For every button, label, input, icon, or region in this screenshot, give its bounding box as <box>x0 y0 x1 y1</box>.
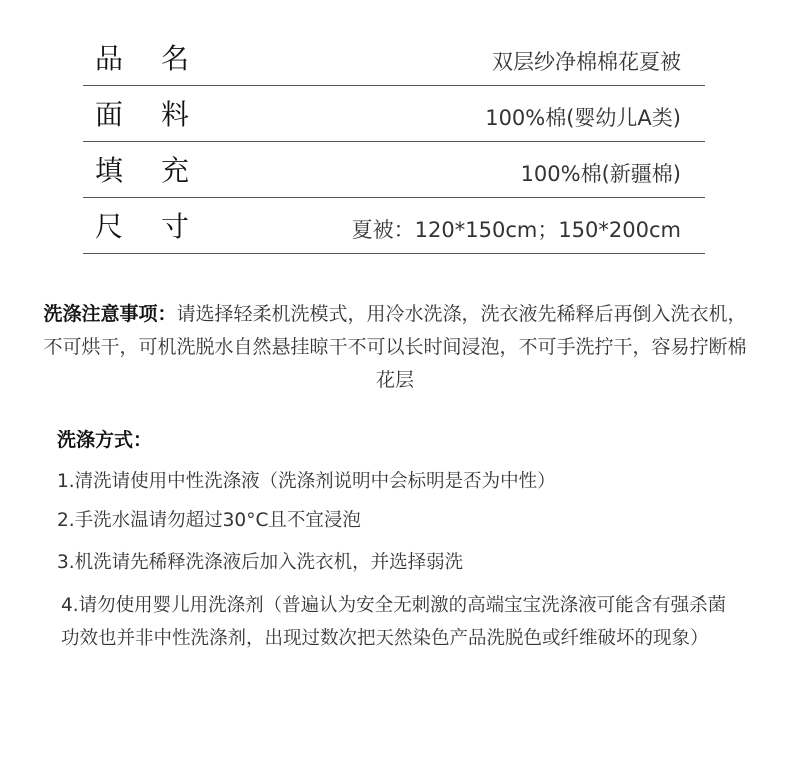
spec-label-char: 尺 <box>95 210 124 243</box>
washing-notice <box>40 298 750 397</box>
spec-label-char: 充 <box>161 154 190 187</box>
washing-methods <box>57 425 747 655</box>
spec-value: 100%棉(婴幼儿A类) <box>485 106 681 130</box>
spec-label-char: 名 <box>161 42 190 75</box>
spec-row-size <box>83 198 705 254</box>
spec-label <box>95 154 189 188</box>
spec-label-char: 填 <box>95 154 124 187</box>
spec-value: 100%棉(新疆棉) <box>520 162 681 186</box>
notice-text: 请选择轻柔机洗模式，用冷水洗涤，洗衣液先稀释后再倒入洗衣机，不可烘干，可机洗脱水自然悬挂晾干不可以长时间浸泡，不可手洗拧干，容易拧断棉花层 <box>43 303 747 391</box>
spec-value: 夏被：120*150cm；150*200cm <box>351 218 681 242</box>
spec-label-char: 料 <box>161 98 190 131</box>
spec-label-char: 寸 <box>161 210 190 243</box>
method-list <box>57 465 747 655</box>
notice-title: 洗涤注意事项： <box>43 303 177 325</box>
spec-label <box>95 42 189 76</box>
method-item: 1.清洗请使用中性洗涤液（洗涤剂说明中会标明是否为中性） <box>57 471 556 492</box>
spec-row-filling <box>83 142 705 198</box>
spec-value: 双层纱净棉棉花夏被 <box>492 50 681 74</box>
method-item: 3.机洗请先稀释洗涤液后加入洗衣机，并选择弱洗 <box>57 552 464 573</box>
spec-table <box>83 30 705 254</box>
spec-label <box>95 98 189 132</box>
spec-label-char: 面 <box>95 98 124 131</box>
spec-label <box>95 210 189 244</box>
spec-row-fabric <box>83 86 705 142</box>
spec-row-name <box>83 30 705 86</box>
spec-label-char: 品 <box>95 42 124 75</box>
methods-title: 洗涤方式： <box>57 429 153 451</box>
method-item: 2.手洗水温请勿超过30°C且不宜浸泡 <box>57 510 361 531</box>
method-item: 4.请勿使用婴儿用洗涤剂（普遍认为安全无刺激的高端宝宝洗涤液可能含有强杀菌功效也并非中性洗涤剂，出现过数次把天然染色产品洗脱色或纤维破坏的现象） <box>61 595 727 649</box>
